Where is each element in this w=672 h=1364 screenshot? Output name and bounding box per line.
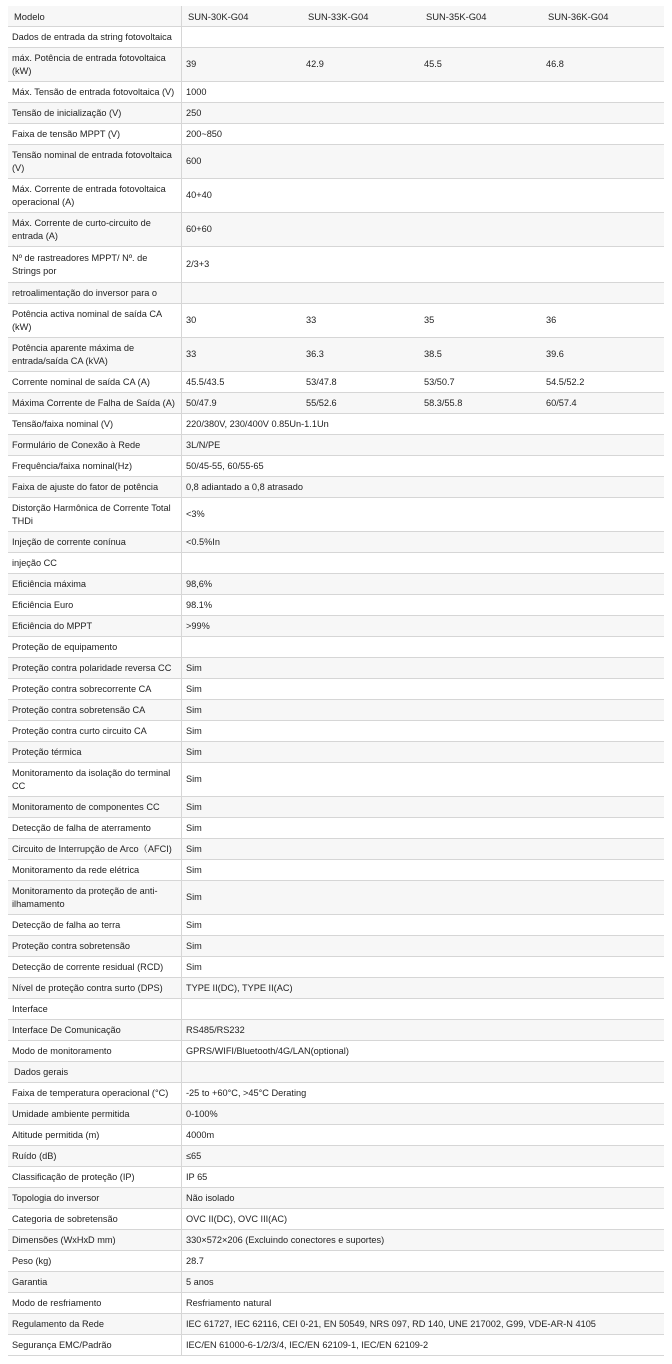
table-row: [8, 1251, 664, 1272]
header-model: SUN-33K-G04: [308, 10, 369, 22]
row-label: Segurança EMC/Padrão: [8, 1335, 182, 1355]
row-value: 42.9: [306, 59, 324, 69]
row-label: Proteção de equipamento: [8, 637, 182, 657]
row-value: 58.3/55.8: [424, 397, 463, 408]
row-value: IEC/EN 61000-6-1/2/3/4, IEC/EN 62109-1, IEC/EN 62109-2: [186, 1339, 429, 1350]
table-row: [8, 1230, 664, 1251]
row-label: Distorção Harmônica de Corrente Total THDi: [8, 498, 182, 531]
table-row: [8, 498, 664, 532]
row-value: 98.1%: [186, 599, 213, 610]
row-value: Resfriamento natural: [186, 1297, 272, 1308]
table-row: [8, 637, 664, 658]
row-value: <0.5%In: [186, 536, 220, 547]
row-value: 330×572×206 (Excluindo conectores e suportes): [186, 1234, 385, 1245]
row-value: Sim: [186, 864, 202, 875]
table-row: [8, 957, 664, 978]
row-value: 98,6%: [186, 578, 213, 589]
row-label: Frequência/faixa nominal(Hz): [8, 456, 182, 476]
table-row: [8, 595, 664, 616]
table-row: [8, 839, 664, 860]
row-label: Tensão/faixa nominal (V): [8, 414, 182, 434]
spec-table: [8, 6, 664, 1356]
row-label: Modo de resfriamento: [8, 1293, 182, 1313]
table-row: [8, 414, 664, 435]
row-value-empty: [182, 637, 664, 657]
table-row: [8, 818, 664, 839]
table-row: [8, 978, 664, 999]
row-label: Faixa de temperatura operacional (°C): [8, 1083, 182, 1103]
row-value: -25 to +60°C, >45°C Derating: [186, 1087, 307, 1098]
row-label: Categoria de sobretensão: [8, 1209, 182, 1229]
row-value: 40+40: [186, 190, 212, 200]
table-row: [8, 372, 664, 393]
table-row: [8, 48, 664, 82]
row-value: Sim: [186, 892, 202, 902]
row-value: Sim: [186, 822, 202, 833]
row-value: Sim: [186, 961, 202, 972]
row-value: TYPE II(DC), TYPE II(AC): [186, 982, 293, 993]
row-label: Corrente nominal de saída CA (A): [8, 372, 182, 392]
row-value: 28.7: [186, 1255, 204, 1266]
row-label: Potência aparente máxima de entrada/saída CA (kVA): [8, 338, 182, 371]
row-value-empty: [182, 999, 664, 1019]
row-value: 3L/N/PE: [186, 439, 221, 450]
row-label: Modo de monitoramento: [8, 1041, 182, 1061]
row-value: 220/380V, 230/400V 0.85Un-1.1Un: [186, 418, 329, 429]
row-label: Classificação de proteção (IP): [8, 1167, 182, 1187]
row-label: Nível de proteção contra surto (DPS): [8, 978, 182, 998]
row-value: 55/52.6: [306, 397, 337, 408]
row-value: GPRS/WIFI/Bluetooth/4G/LAN(optional): [186, 1045, 349, 1056]
row-label: Monitoramento da isolação do terminal CC: [8, 763, 182, 796]
row-label: Nº de rastreadores MPPT/ Nº. de Strings por: [8, 247, 182, 282]
table-row: [8, 658, 664, 679]
row-label: Umidade ambiente permitida: [8, 1104, 182, 1124]
table-row: [8, 1104, 664, 1125]
row-value-empty: [182, 27, 664, 47]
row-value: 600: [186, 156, 202, 166]
row-value: 33: [306, 315, 317, 325]
table-row: [8, 1335, 664, 1356]
row-value: Sim: [186, 843, 202, 854]
row-value: Não isolado: [186, 1192, 235, 1203]
row-label: Proteção contra sobrecorrente CA: [8, 679, 182, 699]
row-value: 45.5/43.5: [186, 376, 225, 387]
row-value: 53/50.7: [424, 376, 455, 387]
table-row: [8, 393, 664, 414]
table-row: [8, 1188, 664, 1209]
header-label: Modelo: [8, 6, 182, 26]
row-label: Máx. Corrente de curto-circuito de entrada (A): [8, 213, 182, 246]
row-value: RS485/RS232: [186, 1024, 245, 1035]
row-value: 50/45-55, 60/55-65: [186, 460, 264, 471]
row-value: 5 anos: [186, 1276, 214, 1287]
row-label: Peso (kg): [8, 1251, 182, 1271]
row-label: Potência activa nominal de saída CA (kW): [8, 304, 182, 337]
row-label: Faixa de tensão MPPT (V): [8, 124, 182, 144]
row-value: 54.5/52.2: [546, 376, 585, 387]
table-row: [8, 283, 664, 304]
row-label: Interface: [8, 999, 182, 1019]
row-label: Interface De Comunicação: [8, 1020, 182, 1040]
table-row: [8, 213, 664, 247]
row-label: Máxima Corrente de Falha de Saída (A): [8, 393, 182, 413]
row-value: 36: [546, 315, 557, 325]
table-row: [8, 103, 664, 124]
row-value: Sim: [186, 919, 202, 930]
table-row: [8, 247, 664, 283]
table-row: [8, 742, 664, 763]
table-row: [8, 1062, 664, 1083]
row-value: Sim: [186, 774, 202, 784]
row-label: Proteção contra sobretensão: [8, 936, 182, 956]
table-row: [8, 1041, 664, 1062]
table-row: [8, 1146, 664, 1167]
row-label: máx. Potência de entrada fotovoltaica (kW): [8, 48, 182, 81]
row-label: Tensão nominal de entrada fotovoltaica (V): [8, 145, 182, 178]
row-label: Tensão de inicialização (V): [8, 103, 182, 123]
row-label: Ruído (dB): [8, 1146, 182, 1166]
table-row: [8, 532, 664, 553]
row-label: Dimensões (WxHxD mm): [8, 1230, 182, 1250]
row-value: 50/47.9: [186, 397, 217, 408]
row-value: 45.5: [424, 59, 442, 69]
table-row: [8, 179, 664, 213]
row-label: Topologia do inversor: [8, 1188, 182, 1208]
header-model: SUN-35K-G04: [426, 10, 487, 22]
row-value-empty: [182, 283, 664, 303]
row-label: Proteção contra curto circuito CA: [8, 721, 182, 741]
row-value: OVC II(DC), OVC III(AC): [186, 1213, 288, 1224]
row-value: 39.6: [546, 349, 564, 359]
row-label: Altitude permitida (m): [8, 1125, 182, 1145]
row-value-empty: [182, 553, 664, 573]
row-value: 0-100%: [186, 1108, 218, 1119]
row-value: IEC 61727, IEC 62116, CEI 0-21, EN 50549, NRS 097, RD 140, UNE 217002, G99, VDE-AR-N 4105: [186, 1318, 596, 1329]
row-value-empty: [182, 1062, 664, 1082]
row-label: Regulamento da Rede: [8, 1314, 182, 1334]
table-row: [8, 679, 664, 700]
table-row: [8, 1125, 664, 1146]
table-row: [8, 304, 664, 338]
table-row: [8, 1020, 664, 1041]
table-row: [8, 1314, 664, 1335]
row-label: Faixa de ajuste do fator de potência: [8, 477, 182, 497]
row-value: 46.8: [546, 59, 564, 69]
table-row: [8, 574, 664, 595]
row-label: Garantia: [8, 1272, 182, 1292]
table-row: [8, 881, 664, 915]
row-value: 250: [186, 107, 202, 118]
table-row: [8, 145, 664, 179]
row-value: 38.5: [424, 349, 442, 359]
table-row: [8, 797, 664, 818]
table-row: [8, 27, 664, 48]
table-row: [8, 1209, 664, 1230]
table-row: [8, 124, 664, 145]
row-label: Detecção de falha ao terra: [8, 915, 182, 935]
row-value: Sim: [186, 940, 202, 951]
table-row: [8, 1083, 664, 1104]
row-label: Eficiência do MPPT: [8, 616, 182, 636]
table-row: [8, 477, 664, 498]
table-row: [8, 936, 664, 957]
row-label: Máx. Tensão de entrada fotovoltaica (V): [8, 82, 182, 102]
table-row: [8, 456, 664, 477]
table-row: [8, 915, 664, 936]
row-label: Monitoramento de componentes CC: [8, 797, 182, 817]
row-label: Máx. Corrente de entrada fotovoltaica operacional (A): [8, 179, 182, 212]
row-value: 39: [186, 59, 197, 69]
row-label: Detecção de corrente residual (RCD): [8, 957, 182, 977]
row-value: Sim: [186, 801, 202, 812]
table-header-row: [8, 6, 664, 27]
row-value: 200~850: [186, 128, 223, 139]
table-row: [8, 860, 664, 881]
row-value: 0,8 adiantado a 0,8 atrasado: [186, 481, 303, 492]
row-value: 35: [424, 315, 435, 325]
row-value: 4000m: [186, 1129, 215, 1140]
table-row: [8, 553, 664, 574]
row-value: Sim: [186, 704, 202, 715]
row-value: Sim: [186, 725, 202, 736]
row-label: Eficiência Euro: [8, 595, 182, 615]
table-row: [8, 1272, 664, 1293]
table-row: [8, 763, 664, 797]
row-label: Circuito de Interrupção de Arco（AFCI): [8, 839, 182, 859]
row-label: Proteção térmica: [8, 742, 182, 762]
table-row: [8, 999, 664, 1020]
table-row: [8, 700, 664, 721]
table-row: [8, 721, 664, 742]
row-label: Detecção de falha de aterramento: [8, 818, 182, 838]
row-label: Monitoramento da proteção de anti-ilhamamento: [8, 881, 182, 914]
row-value: 2/3+3: [186, 259, 210, 269]
header-model: SUN-36K-G04: [548, 10, 609, 22]
row-value: 60/57.4: [546, 397, 577, 408]
row-value: 36.3: [306, 349, 324, 359]
table-row: [8, 435, 664, 456]
table-row: [8, 1167, 664, 1188]
row-value: 33: [186, 349, 197, 359]
table-row: [8, 616, 664, 637]
row-value: Sim: [186, 662, 202, 673]
row-value: <3%: [186, 509, 205, 519]
row-value: 1000: [186, 86, 207, 97]
row-label: Eficiência máxima: [8, 574, 182, 594]
row-label: Monitoramento da rede elétrica: [8, 860, 182, 880]
table-row: [8, 338, 664, 372]
row-label: Dados gerais: [8, 1062, 182, 1082]
row-value: 53/47.8: [306, 376, 337, 387]
row-value: >99%: [186, 620, 210, 631]
row-value: 60+60: [186, 224, 212, 234]
row-label: retroalimentação do inversor para o: [8, 283, 182, 303]
table-row: [8, 82, 664, 103]
row-label: Injeção de corrente conínua: [8, 532, 182, 552]
row-value: 30: [186, 315, 197, 325]
row-label: Proteção contra polaridade reversa CC: [8, 658, 182, 678]
row-value: ≤65: [186, 1150, 202, 1161]
header-model: SUN-30K-G04: [188, 10, 249, 22]
table-row: [8, 1293, 664, 1314]
row-value: Sim: [186, 683, 202, 694]
row-label: Proteção contra sobretensão CA: [8, 700, 182, 720]
row-label: Dados de entrada da string fotovoltaica: [8, 27, 182, 47]
row-label: Formulário de Conexão à Rede: [8, 435, 182, 455]
row-value: Sim: [186, 746, 202, 757]
row-label: injeção CC: [8, 553, 182, 573]
row-value: IP 65: [186, 1171, 208, 1182]
